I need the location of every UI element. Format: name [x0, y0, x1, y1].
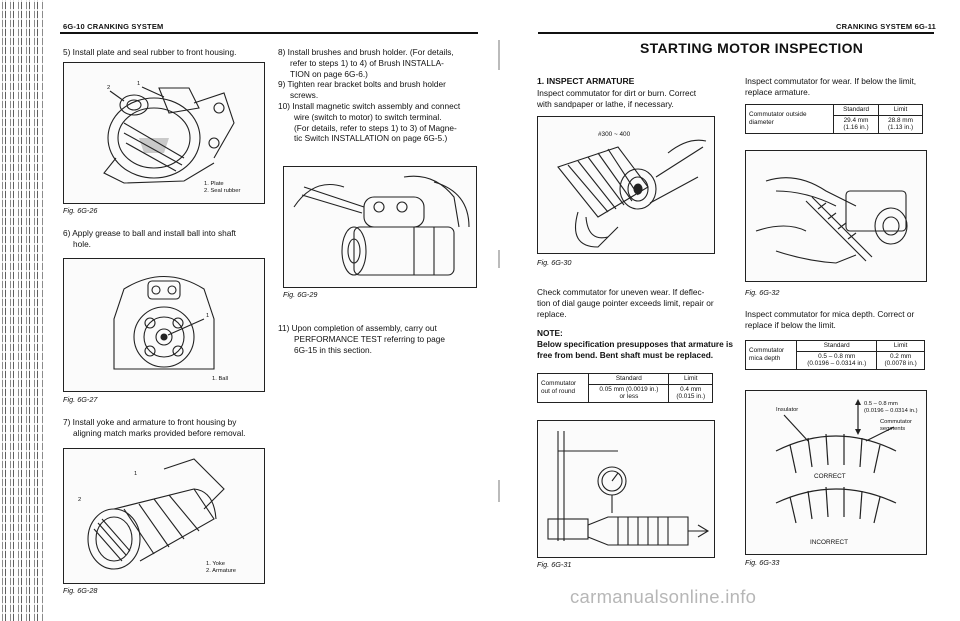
figure-legend: 1. Ball	[212, 376, 229, 382]
switch-wire-illustration	[284, 167, 476, 287]
limit-value: 0.4 mm (0.015 in.)	[669, 384, 713, 402]
segments-label: Commutator segments	[880, 419, 912, 432]
limit-header: Limit	[669, 374, 713, 385]
figure-legend: 1. Plate 2. Seal rubber	[204, 181, 241, 194]
right-header-rule	[538, 32, 934, 34]
binding-edge	[0, 0, 44, 621]
out-of-round-table	[537, 373, 713, 403]
row-header: Commutator mica depth	[746, 341, 797, 370]
figure-caption: Fig. 6G-27	[63, 395, 98, 404]
page-title: STARTING MOTOR INSPECTION	[640, 40, 864, 56]
figure-caption: Fig. 6G-32	[745, 288, 780, 297]
page-gutter	[486, 0, 514, 621]
correct-label: CORRECT	[814, 473, 846, 480]
standard-value: 0.5 – 0.8 mm (0.0196 – 0.0314 in.)	[797, 351, 877, 369]
figure-caption: Fig. 6G-33	[745, 558, 780, 567]
note-text: Below specification presupposes that armature is free from bend. Bent shaft must be replaced.	[537, 339, 733, 360]
insulator-label: Insulator	[776, 407, 799, 413]
left-header-rule	[60, 32, 478, 34]
step-7-text: 7) Install yoke and armature to front housing by aligning match marks provided before removal.	[63, 417, 246, 438]
row-header: Commutator out of round	[538, 374, 589, 403]
limit-value: 28.8 mm (1.13 in.)	[879, 115, 923, 133]
figure-6g-28	[63, 448, 265, 584]
figure-6g-26	[63, 62, 265, 204]
step-5-text: 5) Install plate and seal rubber to front housing.	[63, 47, 237, 57]
watermark: carmanualsonline.info	[570, 586, 757, 607]
standard-value: 29.4 mm (1.16 in.)	[834, 115, 879, 133]
standard-header: Standard	[589, 374, 669, 385]
figure-caption: Fig. 6G-28	[63, 586, 98, 595]
wear-text: Inspect commutator for wear. If below the limit, replace armature.	[745, 76, 917, 97]
outside-diameter-table	[745, 104, 923, 134]
step-11-text: 11) Upon completion of assembly, carry out PERFORMANCE TEST referring to page 6G-15 in this section.	[278, 323, 445, 355]
mica-depth-table	[745, 340, 925, 370]
figure-caption: Fig. 6G-31	[537, 560, 572, 569]
caliper-measurement-illustration	[746, 151, 926, 281]
grit-label: #300 ~ 400	[598, 131, 631, 138]
dial-gauge-illustration	[538, 421, 714, 557]
row-header: Commutator outside diameter	[746, 105, 834, 134]
callout-1: 1	[134, 471, 138, 477]
steps-8-10-text: 8) Install brushes and brush holder. (For details, refer to steps 1) to 4) of Brush INSTALLA- TION on page 6G-6.) 9) Tighten rear bracket bolts and brush holder screws. 10) Install magnetic switch assembly and connect wire (switch to motor) to switch terminal. (For details, refer to steps 1) to 3) of Magne- tic Switch INSTALLATION on page 6G-5.)	[278, 47, 461, 144]
limit-value: 0.2 mm (0.0078 in.)	[877, 351, 925, 369]
callout-1: 1	[137, 81, 141, 87]
right-page-header: CRANKING SYSTEM 6G-11	[836, 22, 937, 31]
figure-6g-31	[537, 420, 715, 558]
figure-6g-32	[745, 150, 927, 282]
callout-2: 2	[107, 85, 111, 91]
mica-dimension-label: 0.5 – 0.8 mm (0.0196 – 0.0314 in.)	[864, 401, 918, 414]
check-text: Check commutator for uneven wear. If deflec- tion of dial gauge pointer exceeds limit, repair or replace.	[537, 287, 714, 319]
mica-text: Inspect commutator for mica depth. Correct or replace if below the limit.	[745, 309, 915, 330]
intro-text: Inspect commutator for dirt or burn. Correct with sandpaper or lathe, if necessary.	[537, 88, 697, 109]
figure-caption: Fig. 6G-30	[537, 258, 572, 267]
callout-2: 2	[78, 497, 82, 503]
limit-header: Limit	[877, 341, 925, 352]
standard-header: Standard	[797, 341, 877, 352]
left-page-header: 6G-10 CRANKING SYSTEM	[63, 22, 164, 31]
figure-6g-29	[283, 166, 477, 288]
limit-header: Limit	[879, 105, 923, 116]
figure-caption: Fig. 6G-29	[283, 290, 318, 299]
standard-header: Standard	[834, 105, 879, 116]
section-heading: 1. INSPECT ARMATURE	[537, 76, 635, 86]
figure-6g-33	[745, 390, 927, 555]
figure-caption: Fig. 6G-26	[63, 206, 98, 215]
step-6-text: 6) Apply grease to ball and install ball into shaft hole.	[63, 228, 236, 249]
ball-shaft-illustration	[64, 259, 264, 391]
incorrect-label: INCORRECT	[810, 539, 848, 546]
standard-value: 0.05 mm (0.0019 in.) or less	[589, 384, 669, 402]
figure-legend: 1. Yoke 2. Armature	[206, 561, 236, 574]
note-label: NOTE:	[537, 328, 563, 338]
figure-6g-27	[63, 258, 265, 392]
callout-1: 1	[206, 313, 210, 319]
figure-6g-30	[537, 116, 715, 254]
